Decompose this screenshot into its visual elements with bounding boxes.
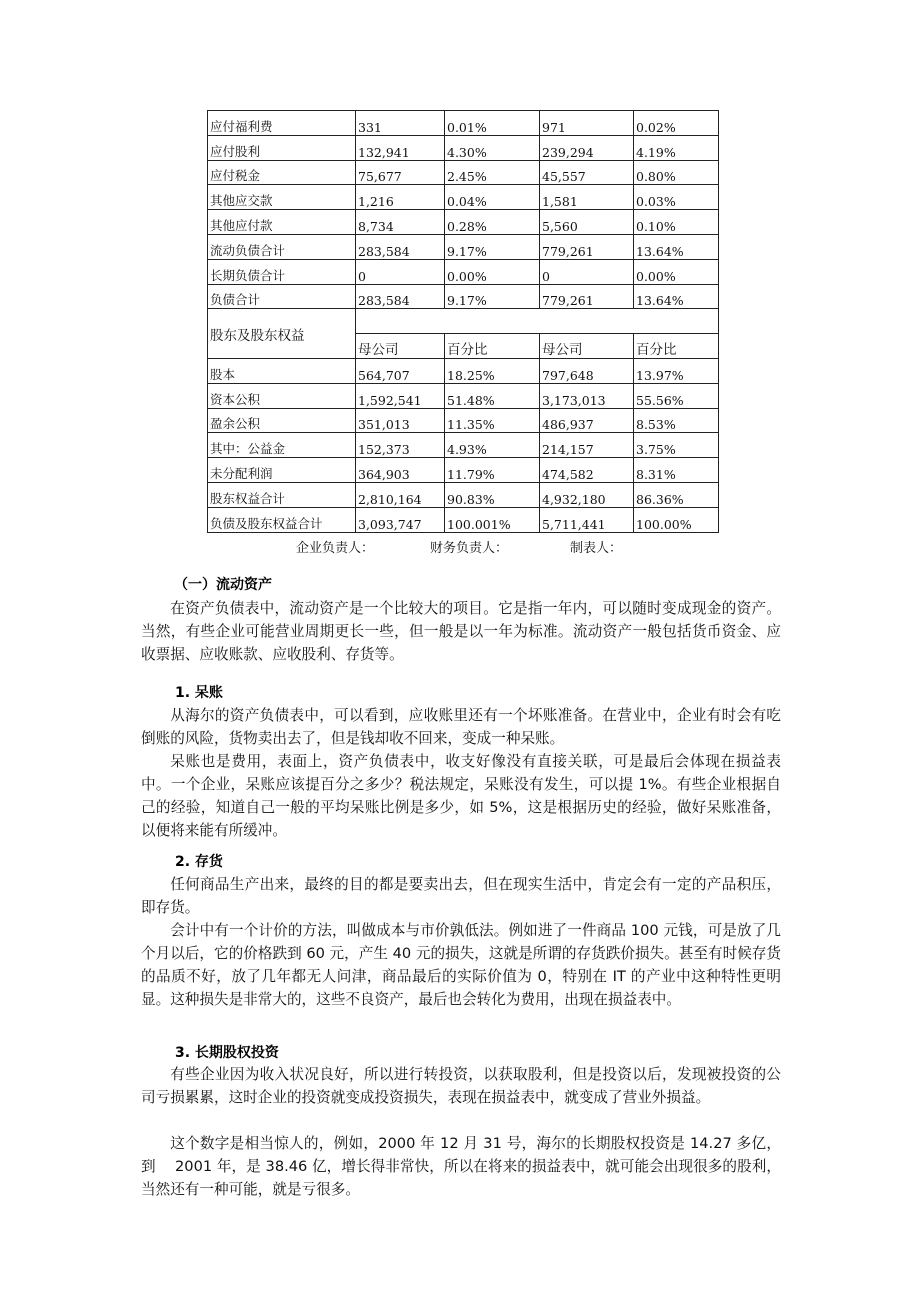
percent-2001: 13.64% — [634, 284, 719, 309]
percent-2000: 51.48% — [445, 383, 540, 408]
table-row — [208, 433, 719, 458]
table-row — [208, 458, 719, 483]
table-row — [208, 482, 719, 507]
percent-2000: 0.04% — [445, 185, 540, 210]
percent-2000: 100.001% — [445, 507, 540, 532]
parent-amount-2000: 3,093,747 — [356, 507, 445, 532]
row-label: 应付福利费 — [208, 111, 356, 136]
percent-2000: 0.28% — [445, 210, 540, 235]
row-label: 盈余公积 — [208, 408, 356, 433]
paragraph: 任何商品生产出来，最终的目的都是要卖出去，但在现实生活中，肯定会有一定的产品积压，即存货。 — [141, 876, 781, 916]
parent-amount-2000: 564,707 — [356, 358, 445, 383]
parent-amount-2000: 1,216 — [356, 185, 445, 210]
parent-amount-2001: 971 — [540, 111, 634, 136]
parent-amount-2000: 75,677 — [356, 160, 445, 185]
parent-amount-2000: 8,734 — [356, 210, 445, 235]
row-label: 未分配利润 — [208, 458, 356, 483]
signature-preparer: 制表人： — [570, 541, 623, 556]
paragraph: 这个数字是相当惊人的，例如，2000 年 12 月 31 号，海尔的长期股权投资是 14.27 多亿，到 2001 年，是 38.46 亿，增长得非常快，所以在将来的损益表中，就可能会出现很多的股利，当然还有一种可能，就是亏很多。 — [141, 1135, 781, 1198]
signature-manager: 企业负责人： — [296, 541, 375, 556]
percent-2001: 0.10% — [634, 210, 719, 235]
equity-section-label: 股东及股东权益 — [208, 309, 356, 359]
parent-amount-2000: 364,903 — [356, 458, 445, 483]
row-label: 股本 — [208, 358, 356, 383]
percent-2000: 0.01% — [445, 111, 540, 136]
section-heading-bad-debt: 1. 呆账 — [175, 685, 223, 701]
row-label: 流动负债合计 — [208, 234, 356, 259]
row-label: 长期负债合计 — [208, 259, 356, 284]
percent-2000: 18.25% — [445, 358, 540, 383]
row-label: 其中：公益金 — [208, 433, 356, 458]
percent-2001: 8.53% — [634, 408, 719, 433]
parent-amount-2000: 152,373 — [356, 433, 445, 458]
parent-amount-2001: 5,560 — [540, 210, 634, 235]
percent-2000: 4.30% — [445, 135, 540, 160]
signature-finance: 财务负责人： — [430, 541, 509, 556]
parent-amount-2000: 0 — [356, 259, 445, 284]
equity-header-row — [208, 309, 719, 334]
percent-2001: 0.00% — [634, 259, 719, 284]
percent-2001: 0.03% — [634, 185, 719, 210]
paragraph: 呆账也是费用，表面上，资产负债表中，收支好像没有直接关联，可是最后会体现在损益表中。一个企业，呆账应该提百分之多少？税法规定，呆账没有发生，可以提 1%。有些企业根据自己的经验，知道自己一般的平均呆账比例是多少，如 5%，这是根据历史的经验，做好呆账准备，以便将来能有所缓冲。 — [141, 753, 781, 839]
parent-amount-2001: 797,648 — [540, 358, 634, 383]
percent-2000: 11.79% — [445, 458, 540, 483]
section-heading-inventory: 2. 存货 — [175, 854, 223, 870]
parent-amount-2000: 283,584 — [356, 284, 445, 309]
percent-2001: 13.97% — [634, 358, 719, 383]
empty-header-cell — [356, 309, 719, 334]
parent-amount-2001: 239,294 — [540, 135, 634, 160]
parent-amount-2000: 1,592,541 — [356, 383, 445, 408]
table-row — [208, 234, 719, 259]
row-label: 资本公积 — [208, 383, 356, 408]
table-row — [208, 408, 719, 433]
parent-amount-2000: 331 — [356, 111, 445, 136]
table-row — [208, 259, 719, 284]
percent-2001: 100.00% — [634, 507, 719, 532]
parent-amount-2001: 4,932,180 — [540, 482, 634, 507]
percent-2001: 55.56% — [634, 383, 719, 408]
table-row — [208, 210, 719, 235]
row-label: 其他应付款 — [208, 210, 356, 235]
parent-amount-2000: 351,013 — [356, 408, 445, 433]
parent-amount-2000: 132,941 — [356, 135, 445, 160]
table-row — [208, 383, 719, 408]
table-row — [208, 135, 719, 160]
section-heading-long-term-investment: 3. 长期股权投资 — [175, 1045, 279, 1061]
table-row — [208, 160, 719, 185]
row-label: 应付税金 — [208, 160, 356, 185]
percent-2000: 11.35% — [445, 408, 540, 433]
table-row — [208, 358, 719, 383]
parent-amount-2001: 0 — [540, 259, 634, 284]
parent-amount-2001: 1,581 — [540, 185, 634, 210]
row-label: 负债合计 — [208, 284, 356, 309]
percent-2001: 13.64% — [634, 234, 719, 259]
table-row — [208, 185, 719, 210]
paragraph: 有些企业因为收入状况良好，所以进行转投资，以获取股利，但是投资以后，发现被投资的公司亏损累累，这时企业的投资就变成投资损失，表现在损益表中，就变成了营业外损益。 — [141, 1066, 781, 1106]
percent-2001: 3.75% — [634, 433, 719, 458]
parent-amount-2000: 283,584 — [356, 234, 445, 259]
parent-amount-2001: 45,557 — [540, 160, 634, 185]
row-label: 股东权益合计 — [208, 482, 356, 507]
percent-2001: 0.02% — [634, 111, 719, 136]
paragraph: 会计中有一个计价的方法，叫做成本与市价孰低法。例如进了一件商品 100 元钱，可是放了几个月以后，它的价格跌到 60 元，产生 40 元的损失，这就是所谓的存货跌价损失。甚至有时候存货的品质不好，放了几年都无人问津，商品最后的实际价值为 0，特别在 IT 的产业中这种特性更明显。这种损失是非常大的，这些不良资产，最后也会转化为费用，出现在损益表中。 — [141, 922, 781, 1008]
column-header: 母公司 — [540, 334, 634, 359]
parent-amount-2001: 3,173,013 — [540, 383, 634, 408]
parent-amount-2001: 779,261 — [540, 234, 634, 259]
percent-2000: 2.45% — [445, 160, 540, 185]
percent-2001: 86.36% — [634, 482, 719, 507]
paragraph: 从海尔的资产负债表中，可以看到，应收账里还有一个坏账准备。在营业中，企业有时会有吃倒账的风险，货物卖出去了，但是钱却收不回来，变成一种呆账。 — [141, 707, 781, 747]
parent-amount-2001: 474,582 — [540, 458, 634, 483]
percent-2000: 4.93% — [445, 433, 540, 458]
column-header: 百分比 — [445, 334, 540, 359]
percent-2000: 0.00% — [445, 259, 540, 284]
parent-amount-2001: 5,711,441 — [540, 507, 634, 532]
percent-2001: 0.80% — [634, 160, 719, 185]
percent-2001: 8.31% — [634, 458, 719, 483]
percent-2000: 9.17% — [445, 284, 540, 309]
table-row — [208, 111, 719, 136]
parent-amount-2000: 2,810,164 — [356, 482, 445, 507]
percent-2000: 90.83% — [445, 482, 540, 507]
balance-sheet-table — [207, 110, 719, 533]
column-header: 百分比 — [634, 334, 719, 359]
table-row — [208, 507, 719, 532]
parent-amount-2001: 486,937 — [540, 408, 634, 433]
table-row — [208, 284, 719, 309]
section-heading-current-assets: （一）流动资产 — [174, 577, 272, 593]
percent-2000: 9.17% — [445, 234, 540, 259]
paragraph: 在资产负债表中，流动资产是一个比较大的项目。它是指一年内，可以随时变成现金的资产。当然，有些企业可能营业周期更长一些，但一般是以一年为标准。流动资产一般包括货币资金、应收票据、应收账款、应收股利、存货等。 — [141, 600, 781, 663]
parent-amount-2001: 779,261 — [540, 284, 634, 309]
column-header: 母公司 — [356, 334, 445, 359]
row-label: 负债及股东权益合计 — [208, 507, 356, 532]
row-label: 其他应交款 — [208, 185, 356, 210]
parent-amount-2001: 214,157 — [540, 433, 634, 458]
row-label: 应付股利 — [208, 135, 356, 160]
percent-2001: 4.19% — [634, 135, 719, 160]
